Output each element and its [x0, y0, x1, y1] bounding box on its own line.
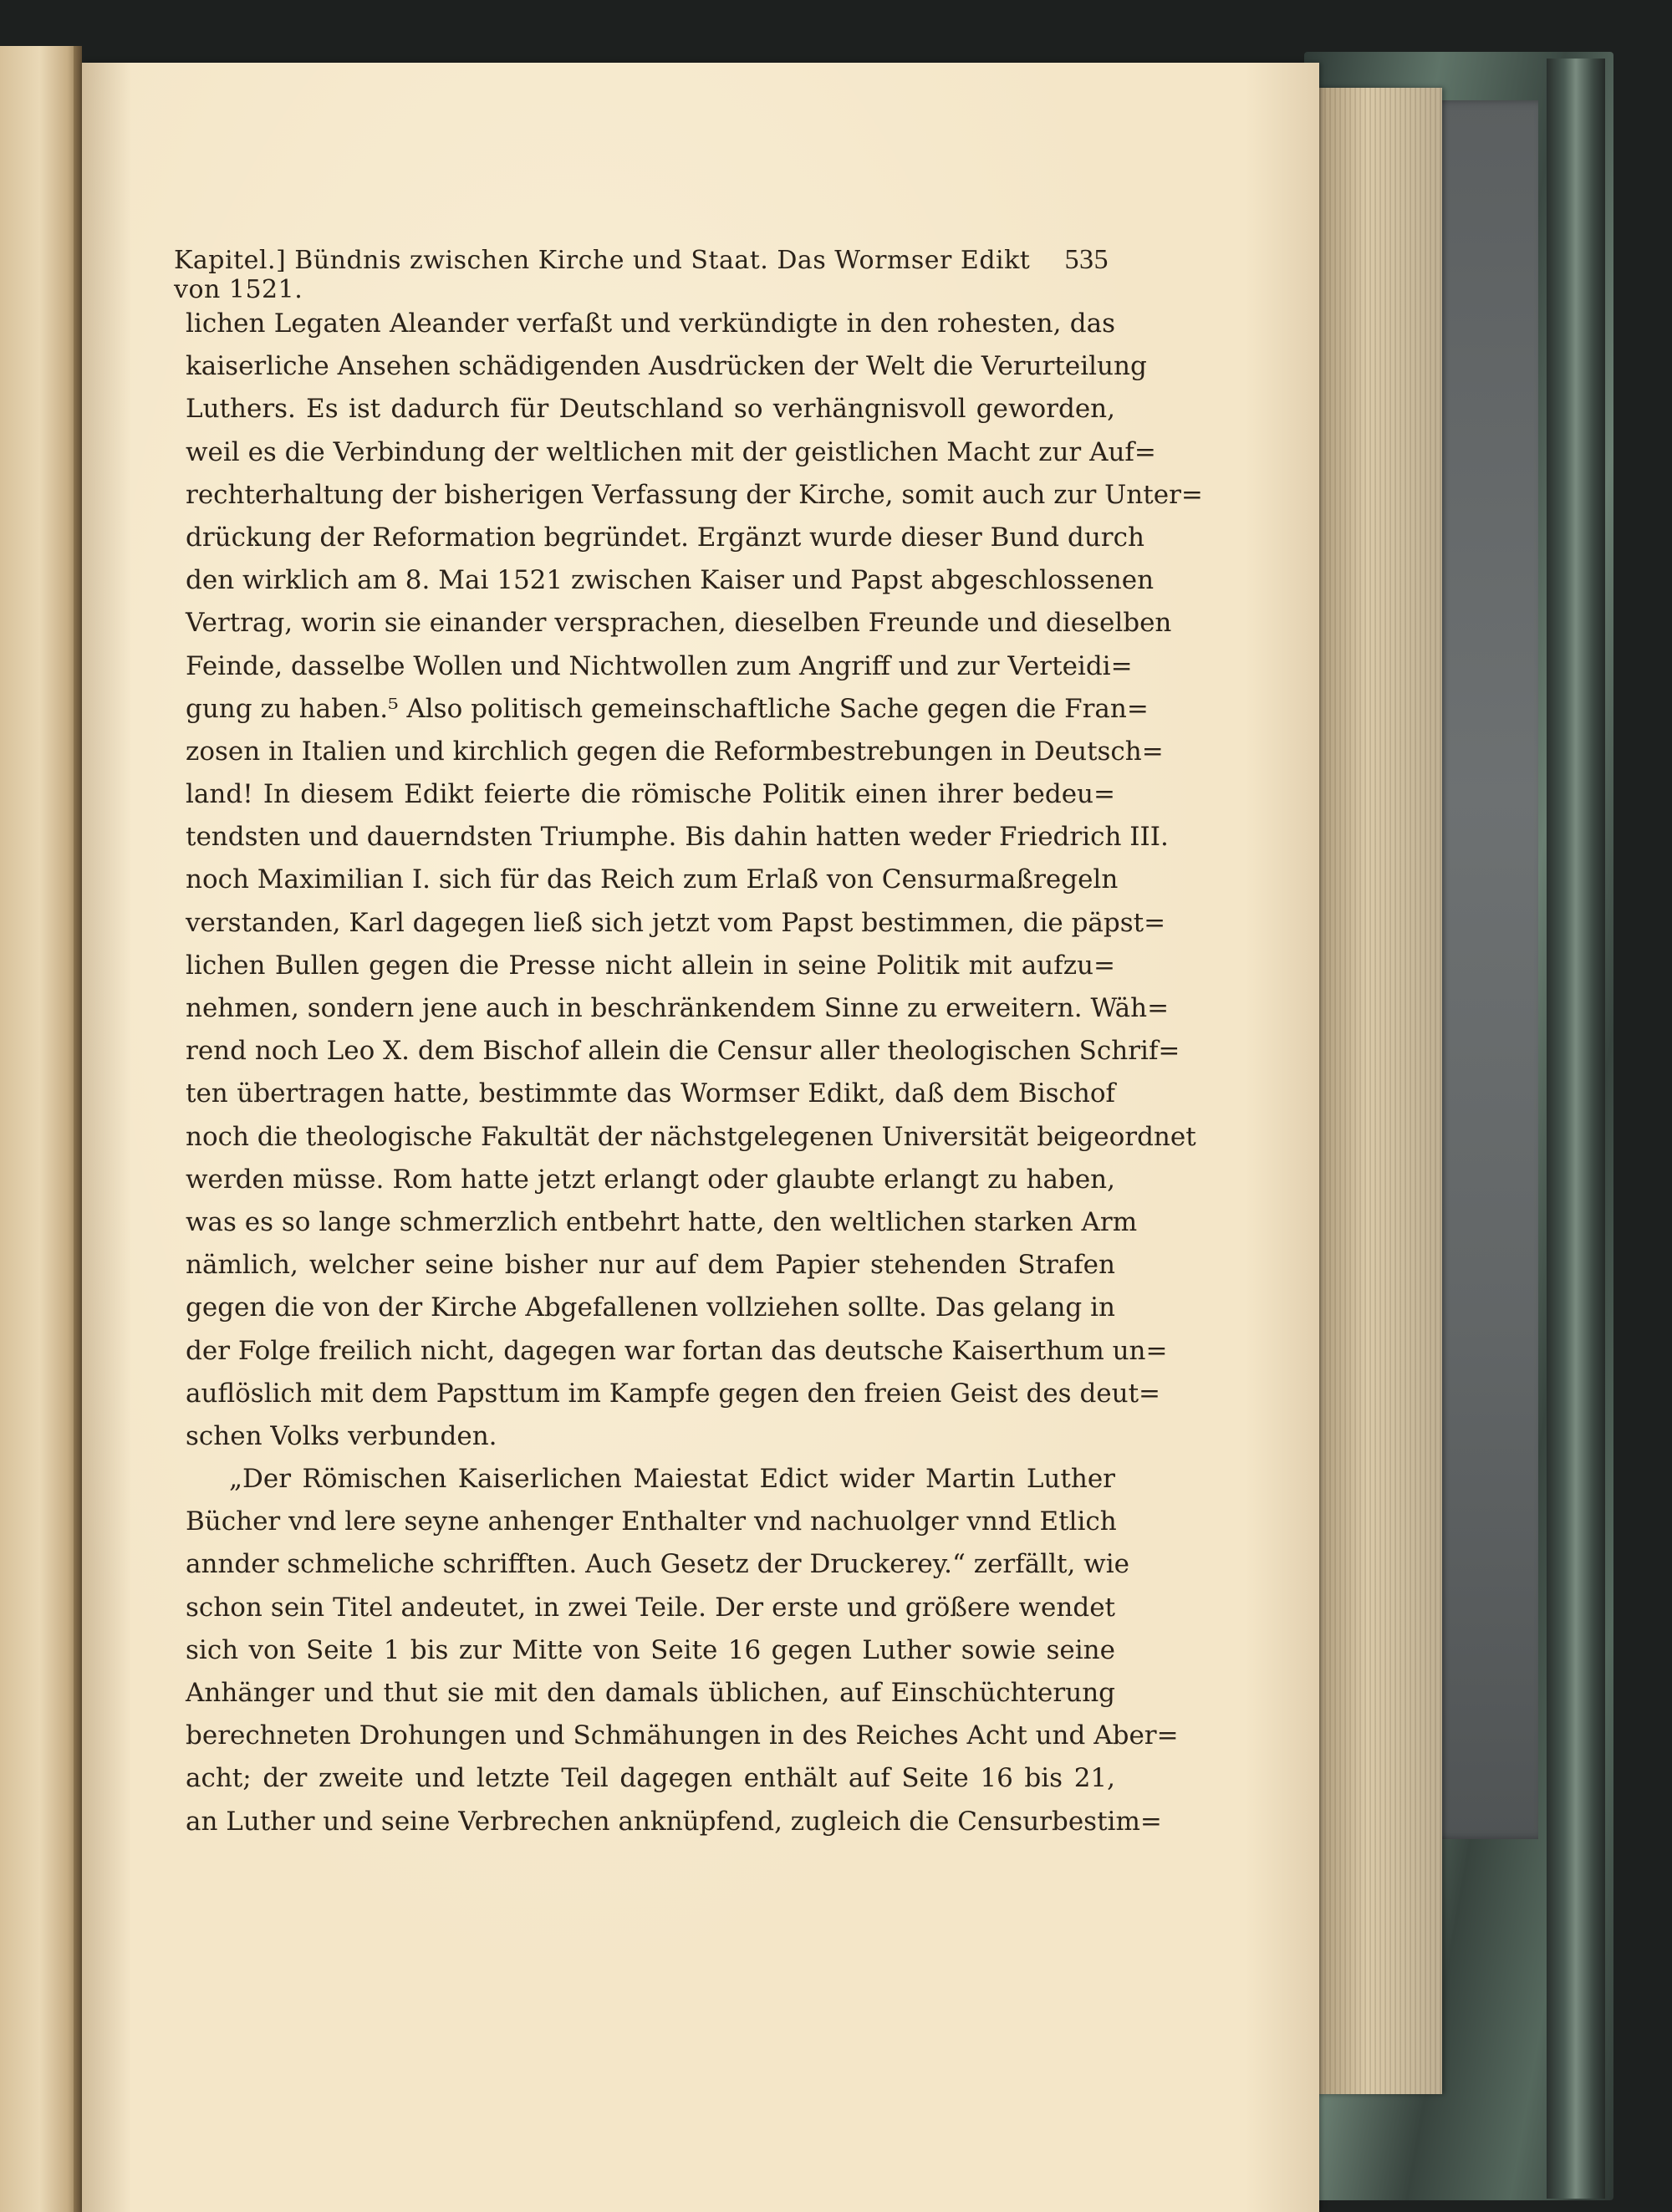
text-line: nämlich, welcher seine bisher nur auf dem Papier stehenden Strafen [186, 1250, 1115, 1281]
text-line: verstanden, Karl dagegen ließ sich jetzt vom Papst bestimmen, die päpst= [186, 907, 1166, 938]
page-number: 535 [1064, 244, 1109, 275]
text-line: berechneten Drohungen und Schmähungen in des Reiches Acht und Aber= [186, 1720, 1179, 1751]
text-line: noch Maximilian I. sich für das Reich zum Erlaß von Censurmaßregeln [186, 864, 1119, 895]
text-line: den wirklich am 8. Mai 1521 zwischen Kaiser und Papst abgeschlossenen [186, 565, 1155, 596]
text-line: rend noch Leo X. dem Bischof allein die Censur aller theologischen Schrif= [186, 1036, 1180, 1067]
text-line: der Folge freilich nicht, dagegen war fortan das deutsche Kaiserthum un= [186, 1335, 1168, 1366]
text-line: sich von Seite 1 bis zur Mitte von Seite 16 gegen Luther sowie seine [186, 1634, 1115, 1665]
text-line: nehmen, sondern jene auch in beschränkendem Sinne zu erweitern. Wäh= [186, 993, 1170, 1023]
text-line: schen Volks verbunden. [186, 1420, 497, 1451]
text-line: zosen in Italien und kirchlich gegen die Reformbestrebungen in Deutsch= [186, 736, 1164, 767]
text-line: gung zu haben.⁵ Also politisch gemeinschaftliche Sache gegen die Fran= [186, 693, 1149, 724]
text-line: weil es die Verbindung der weltlichen mit der geistlichen Macht zur Auf= [186, 436, 1156, 467]
text-line: was es so lange schmerzlich entbehrt hatte, den weltlichen starken Arm [186, 1206, 1138, 1237]
text-line: rechterhaltung der bisherigen Verfassung der Kirche, somit auch zur Unter= [186, 479, 1203, 510]
text-line: acht; der zweite und letzte Teil dagegen enthält auf Seite 16 bis 21, [186, 1763, 1115, 1794]
text-line: gegen die von der Kirche Abgefallenen vollziehen sollte. Das gelang in [186, 1292, 1115, 1323]
text-line: land! In diesem Edikt feierte die römische Politik einen ihrer bedeu= [186, 779, 1115, 810]
text-line: Anhänger und thut sie mit den damals üblichen, auf Einschüchterung [186, 1678, 1115, 1708]
text-line: Luthers. Es ist dadurch für Deutschland so verhängnisvoll geworden, [186, 394, 1115, 425]
text-line: lichen Bullen gegen die Presse nicht allein in seine Politik mit aufzu= [186, 950, 1115, 981]
text-line: noch die theologische Fakultät der nächstgelegenen Universität beigeordnet [186, 1121, 1196, 1152]
text-line: annder schmeliche schrifften. Auch Gesetz der Druckerey.“ zerfällt, wie [186, 1549, 1129, 1580]
body-text [186, 303, 1203, 1843]
text-line: Feinde, dasselbe Wollen und Nichtwollen zum Angriff und zur Verteidi= [186, 650, 1133, 681]
text-line: Bücher vnd lere seyne anhenger Enthalter vnd nachuolger vnnd Etlich [186, 1506, 1117, 1537]
text-line: ten übertragen hatte, bestimmte das Wormser Edikt, daß dem Bischof [186, 1078, 1115, 1109]
text-line: „Der Römischen Kaiserlichen Maiestat Edict wider Martin Luther [229, 1464, 1115, 1495]
running-head-title: Kapitel.] Bündnis zwischen Kirche und Staat. Das Wormser Edikt von 1521. [174, 246, 1031, 304]
paragraph-1 [186, 303, 1203, 1458]
text-line: an Luther und seine Verbrechen anknüpfend, zugleich die Censurbestim= [186, 1806, 1162, 1837]
text-line: drückung der Reformation begründet. Ergänzt wurde dieser Bund durch [186, 522, 1144, 553]
cover-edge [1547, 59, 1605, 2199]
page-edges-shadow [1317, 88, 1442, 2094]
facing-page [0, 46, 79, 2212]
paragraph-2 [186, 1458, 1179, 1843]
text-line: Vertrag, worin sie einander versprachen, dieselben Freunde und dieselben [186, 608, 1172, 639]
text-line: lichen Legaten Aleander verfaßt und verkündigte in den rohesten, das [186, 308, 1115, 339]
gutter [74, 46, 82, 2212]
text-line: tendsten und dauerndsten Triumphe. Bis dahin hatten weder Friedrich III. [186, 822, 1169, 853]
text-line: schon sein Titel andeutet, in zwei Teile. Der erste und größere wendet [186, 1592, 1115, 1623]
text-line: auflöslich mit dem Papsttum im Kampfe gegen den freien Geist des deut= [186, 1378, 1161, 1409]
text-line: kaiserliche Ansehen schädigenden Ausdrücken der Welt die Verurteilung [186, 351, 1147, 382]
text-line: werden müsse. Rom hatte jetzt erlangt oder glaubte erlangt zu haben, [186, 1164, 1115, 1195]
running-head [174, 244, 1109, 304]
